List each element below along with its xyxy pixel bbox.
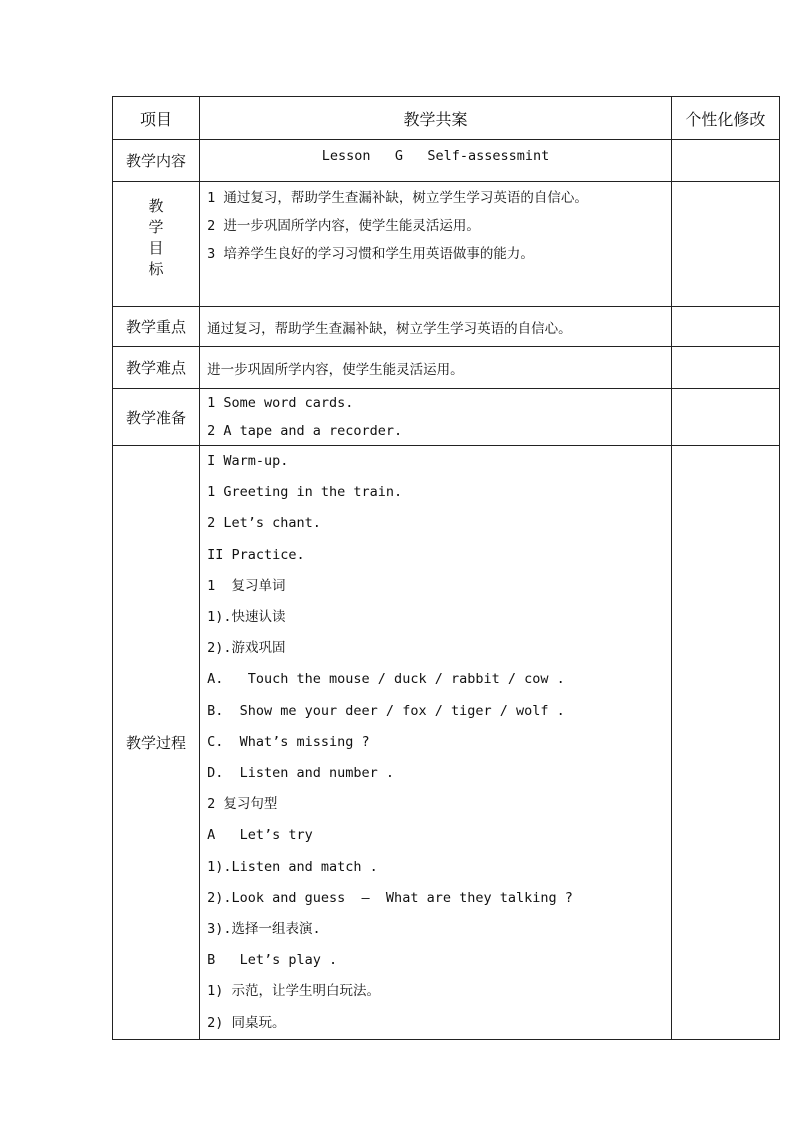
content-cell [200, 140, 672, 182]
lesson-plan-table [112, 96, 780, 1040]
lesson-title: Lesson G Self-assessmint [321, 148, 550, 164]
row-difficulty [113, 347, 780, 389]
process-line: D. Listen and number . [207, 765, 395, 782]
difficulty-cell: 进一步巩固所学内容，使学生能灵活运用。 [200, 347, 672, 389]
process-line: 1).Listen and match . [207, 858, 378, 875]
row-process [113, 446, 780, 1040]
prep-line: 2 A tape and a recorder. [207, 423, 403, 439]
process-line: 1 复习单词 [207, 577, 286, 594]
process-line: 1 Greeting in the train. [207, 484, 403, 501]
goal-line: 1 通过复习，帮助学生查漏补缺，树立学生学习英语的自信心。 [207, 190, 588, 206]
process-line: II Practice. [207, 546, 305, 563]
row-goals [113, 182, 780, 307]
goal-line: 2 进一步巩固所学内容，使学生能灵活运用。 [207, 218, 480, 234]
row-key-points [113, 307, 780, 347]
process-line: 2) 同桌玩。 [207, 1014, 286, 1031]
label-goals-char-2: 学 [148, 218, 164, 236]
header-plan: 教学共案 [200, 97, 672, 140]
preparation-cell [200, 389, 672, 446]
row-preparation [113, 389, 780, 446]
label-preparation: 教学准备 [113, 389, 200, 446]
label-content: 教学内容 [113, 140, 200, 182]
process-line: B Let’s play . [207, 952, 338, 969]
process-line: 2 Let’s chant. [207, 515, 321, 532]
label-goals-char-4: 标 [148, 260, 164, 278]
header-row [113, 97, 780, 140]
label-key-points: 教学重点 [113, 307, 200, 347]
label-goals-char-3: 目 [148, 239, 164, 257]
process-line: A. Touch the mouse / duck / rabbit / cow . [207, 671, 565, 688]
personal-cell-goals [671, 182, 779, 307]
process-line: 2).Look and guess – What are they talking ? [207, 889, 573, 906]
process-line: 3).选择一组表演. [207, 921, 321, 938]
goals-cell [200, 182, 672, 307]
process-line: B. Show me your deer / fox / tiger / wolf . [207, 702, 565, 719]
label-process: 教学过程 [113, 446, 200, 1040]
label-difficulty: 教学难点 [113, 347, 200, 389]
process-line: C. What’s missing ? [207, 733, 370, 750]
header-item: 项目 [113, 97, 200, 140]
label-goals [113, 182, 200, 307]
personal-cell-process [671, 446, 779, 1040]
process-cell [200, 446, 672, 1040]
personal-cell-key [671, 307, 779, 347]
prep-line: 1 Some word cards. [207, 395, 354, 411]
personal-cell-content [671, 140, 779, 182]
process-line: 2 复习句型 [207, 796, 278, 813]
process-line: 1) 示范，让学生明白玩法。 [207, 983, 381, 1000]
key-points-cell: 通过复习，帮助学生查漏补缺，树立学生学习英语的自信心。 [200, 307, 672, 347]
header-personal: 个性化修改 [671, 97, 779, 140]
process-line: 2).游戏巩固 [207, 640, 286, 657]
goal-line: 3 培养学生良好的学习习惯和学生用英语做事的能力。 [207, 246, 534, 262]
personal-cell-difficulty [671, 347, 779, 389]
process-line: 1).快速认读 [207, 609, 286, 626]
process-line: A Let’s try [207, 827, 313, 844]
personal-cell-prep [671, 389, 779, 446]
row-content [113, 140, 780, 182]
process-line: I Warm-up. [207, 453, 289, 469]
label-goals-char-1: 教 [148, 197, 164, 215]
